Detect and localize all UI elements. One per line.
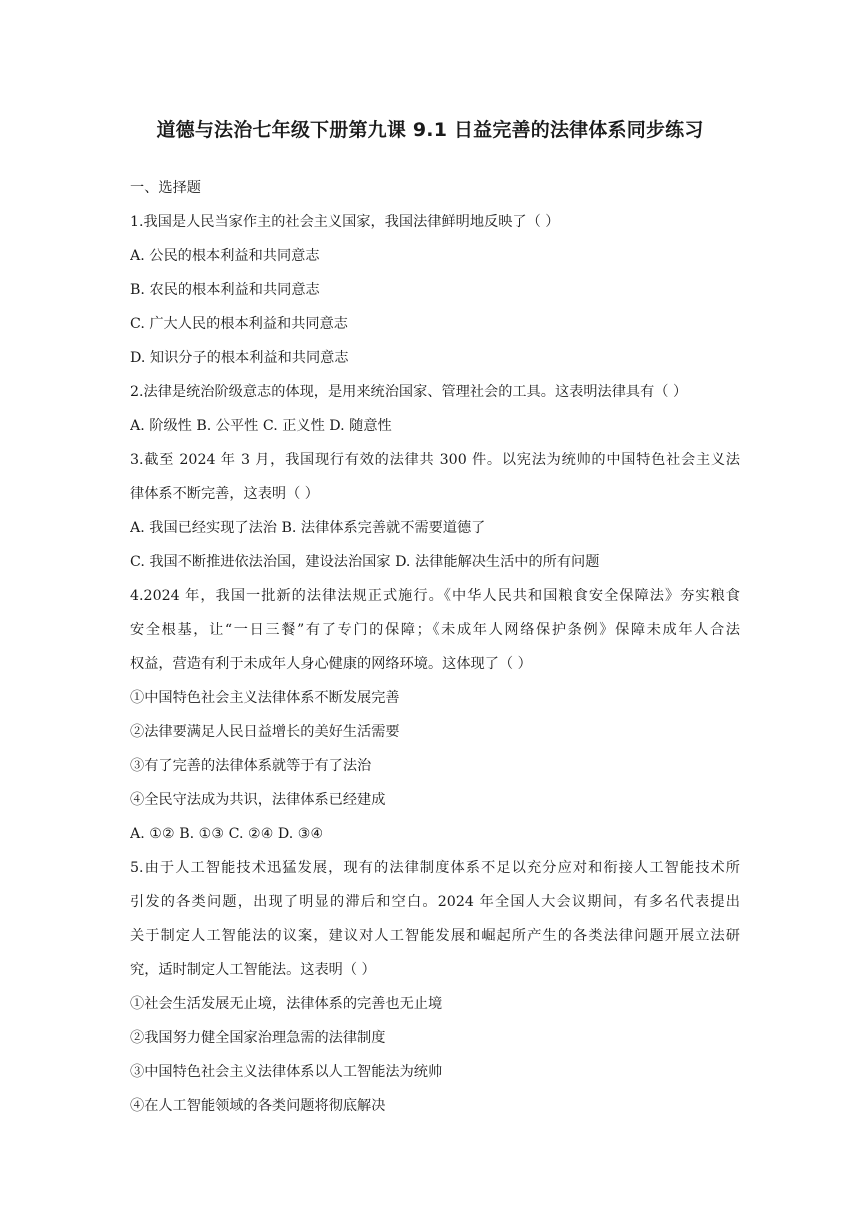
question-1-stem: 1.我国是人民当家作主的社会主义国家，我国法律鲜明地反映了（ ） [130, 214, 560, 230]
question-5-statement-4: ④在人工智能领域的各类问题将彻底解决 [130, 1098, 386, 1114]
question-1-option-a: A. 公民的根本利益和共同意志 [130, 248, 320, 264]
section-heading: 一、选择题 [130, 180, 201, 196]
question-4-stem-line-2: 安全根基，让“一日三餐”有了专门的保障；《未成年人网络保护条例》保障未成年人合法 [130, 622, 740, 638]
question-3-options-cd: C. 我国不断推进依法治国，建设法治国家 D. 法律能解决生活中的所有问题 [130, 554, 600, 570]
question-1-option-c: C. 广大人民的根本利益和共同意志 [130, 316, 348, 332]
question-5-statement-2: ②我国努力健全国家治理急需的法律制度 [130, 1030, 386, 1046]
question-5-stem-line-2: 引发的各类问题，出现了明显的滞后和空白。2024 年全国人大会议期间，有多名代表提出 [130, 894, 740, 910]
question-3-stem-line-1: 3.截至 2024 年 3 月，我国现行有效的法律共 300 件。以宪法为统帅的中国特色社会主义法 [130, 452, 740, 468]
question-4-options: A. ①② B. ①③ C. ②④ D. ③④ [130, 826, 324, 842]
question-4-stem-line-3: 权益，营造有利于未成年人身心健康的网络环境。这体现了（ ） [130, 656, 532, 672]
question-5-stem-line-3: 关于制定人工智能法的议案，建议对人工智能发展和崛起所产生的各类法律问题开展立法研 [130, 928, 740, 944]
question-3-options-ab: A. 我国已经实现了法治 B. 法律体系完善就不需要道德了 [130, 520, 486, 536]
question-2-options: A. 阶级性 B. 公平性 C. 正义性 D. 随意性 [130, 418, 392, 434]
question-5-statement-3: ③中国特色社会主义法律体系以人工智能法为统帅 [130, 1064, 443, 1080]
question-3-stem-line-2: 律体系不断完善，这表明（ ） [130, 486, 319, 502]
question-4-statement-4: ④全民守法成为共识，法律体系已经建成 [130, 792, 386, 808]
document-title: 道德与法治七年级下册第九课 9.1 日益完善的法律体系同步练习 [156, 119, 704, 141]
question-1-option-b: B. 农民的根本利益和共同意志 [130, 282, 320, 298]
question-4-statement-3: ③有了完善的法律体系就等于有了法治 [130, 758, 372, 774]
question-1-option-d: D. 知识分子的根本利益和共同意志 [130, 350, 349, 366]
question-4-stem-line-1: 4.2024 年，我国一批新的法律法规正式施行。《中华人民共和国粮食安全保障法》夯实粮食 [130, 588, 740, 604]
question-5-stem-line-1: 5.由于人工智能技术迅猛发展，现有的法律制度体系不足以充分应对和衔接人工智能技术所 [130, 860, 740, 876]
question-4-statement-2: ②法律要满足人民日益增长的美好生活需要 [130, 724, 400, 740]
question-5-statement-1: ①社会生活发展无止境，法律体系的完善也无止境 [130, 996, 443, 1012]
question-2-stem: 2.法律是统治阶级意志的体现，是用来统治国家、管理社会的工具。这表明法律具有（ ） [130, 384, 688, 400]
question-4-statement-1: ①中国特色社会主义法律体系不断发展完善 [130, 690, 400, 706]
question-5-stem-line-4: 究，适时制定人工智能法。这表明（ ） [130, 962, 376, 978]
